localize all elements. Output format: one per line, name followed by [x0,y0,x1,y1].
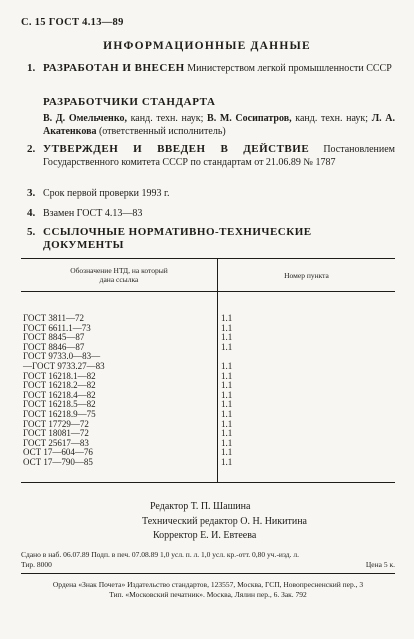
developer-2-role: канд. техн. наук; [291,113,372,124]
technical-editor: Технический редактор О. Н. Никитина [142,515,307,527]
item-4-text: Взамен ГОСТ 4.13—83 [43,208,143,219]
table-header-clause: Номер пункта [218,259,396,292]
print-run: Тир. 8000 [21,560,52,569]
table-row: ГОСТ 25617—83 1.1 [23,437,233,448]
item-2-number: 2. [27,143,36,155]
item-4 [27,207,395,220]
developer-3-name: Л. А. Акатенкова [43,113,395,137]
item-1 [27,62,395,75]
item-1-number: 1. [27,62,36,74]
table-row: ОСТ 17—604—76 1.1 [23,447,233,458]
print-info-line: Сдано в наб. 06.07.89 Подп. в печ. 07.08.89 1,0 усл. п. л. 1,0 усл. кр.-отт. 0,80 уч.-изд. л. [21,550,299,559]
table-row: ГОСТ 3811—72 1.1 [23,313,233,323]
corrector: Корректор Е. И. Евтеева [153,530,257,541]
table-row: ГОСТ 16218.9—75 1.1 [23,408,233,419]
developers-list [43,112,395,138]
item-1-text: Министерством легкой промышленности СССР [184,63,392,74]
item-5 [27,226,395,252]
item-3-number: 3. [27,187,36,199]
item-4-number: 4. [27,207,36,219]
item-3-text: Срок первой проверки 1993 г. [43,188,170,199]
item-5-heading: ССЫЛОЧНЫЕ НОРМАТИВНО-ТЕХНИЧЕСКИЕ ДОКУМЕНТЫ [43,226,312,251]
table-row: ОСТ 17—790—85 1.1 [23,456,233,467]
editor: Редактор Т. П. Шашина [150,501,251,512]
table-row: ГОСТ 8846—87 1.1 [23,341,233,352]
developers-title: РАЗРАБОТЧИКИ СТАНДАРТА [43,96,216,108]
table-row: ГОСТ 16218.5—82 1.1 [23,399,233,410]
developer-2-name: В. М. Сосипатров, [207,113,292,124]
references-table [21,258,395,483]
table-header-document: Обозначение НТД, на который дана ссылка [21,259,218,292]
table-row: —ГОСТ 9733.27—83 1.1 [23,360,233,371]
table-row: ГОСТ 18081—72 1.1 [23,428,233,439]
price: Цена 5 к. [365,560,395,569]
print-info [21,550,395,574]
item-2-text: Постановлением Государственного комитета СССР по стандартам от 21.06.89 № 1787 [43,144,395,168]
developer-1-role: канд. техн. наук; [126,113,208,124]
table-row: ГОСТ 8845—87 1.1 [23,332,233,343]
table-row: ГОСТ 16218.2—82 1.1 [23,380,233,391]
item-5-number: 5. [27,226,36,238]
editors-block [142,500,307,544]
item-3 [27,187,395,200]
printing-house-line: Тип. «Московский печатник». Москва, Лялин пер., 6. Зак. 792 [109,590,307,599]
developer-1-name: В. Д. Омельченко, [43,113,127,124]
table-row: ГОСТ 6611.1—73 1.1 [23,322,233,333]
section-title: ИНФОРМАЦИОННЫЕ ДАННЫЕ [103,40,311,52]
publisher-line: Ордена «Знак Почета» Издательство стандартов, 123557, Москва, ГСП, Новопресненский пер., 3 [52,580,364,589]
item-1-heading: РАЗРАБОТАН И ВНЕСЕН [43,62,185,74]
table-row: ГОСТ 16218.1—82 1.1 [23,370,233,381]
item-2 [27,143,395,169]
table-row: ГОСТ 9733.0—83— [21,352,395,362]
table-row: ГОСТ 17729—72 1.1 [23,418,233,429]
item-2-heading: УТВЕРЖДЕН И ВВЕДЕН В ДЕЙСТВИЕ [43,143,310,155]
developer-3-role: (ответственный исполнитель) [96,126,226,137]
page-header: С. 15 ГОСТ 4.13—89 [21,17,124,28]
publisher-info [21,580,395,600]
table-row: ГОСТ 16218.4—82 1.1 [23,389,233,400]
